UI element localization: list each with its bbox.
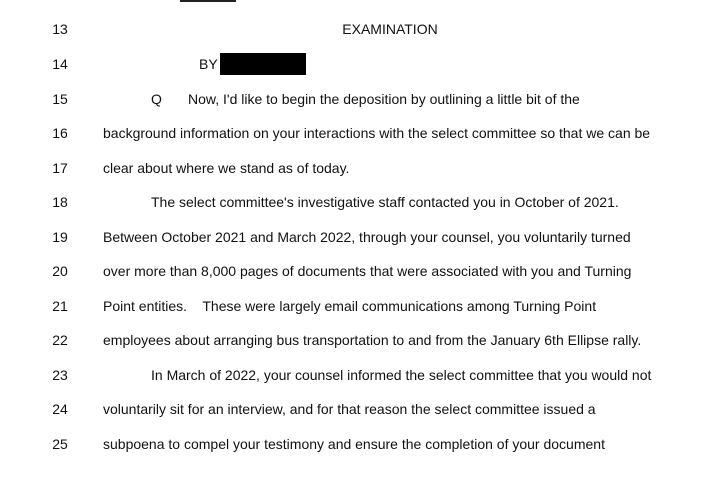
line-number: 17	[52, 160, 68, 176]
by-label: BY	[199, 56, 218, 72]
transcript-line	[0, 328, 720, 352]
line-text: voluntarily sit for an interview, and for that reason the select committee issued a	[103, 401, 596, 417]
line-number: 14	[52, 56, 68, 72]
transcript-line	[0, 363, 720, 387]
section-heading: EXAMINATION	[342, 21, 438, 37]
line-number: 19	[52, 229, 68, 245]
transcript-line	[0, 259, 720, 283]
line-number: 22	[52, 332, 68, 348]
line-text: In March of 2022, your counsel informed the select committee that you would not	[151, 367, 652, 383]
transcript-line	[0, 17, 720, 41]
line-text: Between October 2021 and March 2022, through your counsel, you voluntarily turned	[103, 229, 631, 245]
line-text: employees about arranging bus transportation to and from the January 6th Ellipse rally.	[103, 332, 642, 348]
line-number: 24	[52, 401, 68, 417]
line-number: 21	[52, 298, 68, 314]
line-number: 18	[52, 194, 68, 210]
line-text: background information on your interactions with the select committee so that we can be	[103, 125, 651, 141]
line-number: 13	[52, 21, 68, 37]
top-rule	[180, 0, 236, 2]
line-text: clear about where we stand as of today.	[103, 160, 350, 176]
redaction-box	[220, 53, 306, 75]
transcript-line	[0, 121, 720, 145]
transcript-line	[0, 156, 720, 180]
transcript-line	[0, 52, 720, 76]
line-number: 16	[52, 125, 68, 141]
transcript-line	[0, 225, 720, 249]
line-text: subpoena to compel your testimony and ensure the completion of your document	[103, 436, 605, 452]
line-number: 20	[52, 263, 68, 279]
transcript-line	[0, 432, 720, 456]
line-text: The select committee's investigative staff contacted you in October of 2021.	[151, 194, 619, 210]
transcript-line	[0, 294, 720, 318]
line-number: 25	[52, 436, 68, 452]
line-number: 23	[52, 367, 68, 383]
examiner-line	[199, 52, 306, 76]
line-text: over more than 8,000 pages of documents that were associated with you and Turning	[103, 263, 632, 279]
line-number: 15	[52, 91, 68, 107]
transcript-line	[0, 397, 720, 421]
transcript-line	[0, 87, 720, 111]
line-text: Now, I'd like to begin the deposition by outlining a little bit of the	[188, 91, 580, 107]
line-text: Point entities. These were largely email communications among Turning Point	[103, 298, 597, 314]
question-label: Q	[151, 91, 162, 107]
transcript-line	[0, 190, 720, 214]
